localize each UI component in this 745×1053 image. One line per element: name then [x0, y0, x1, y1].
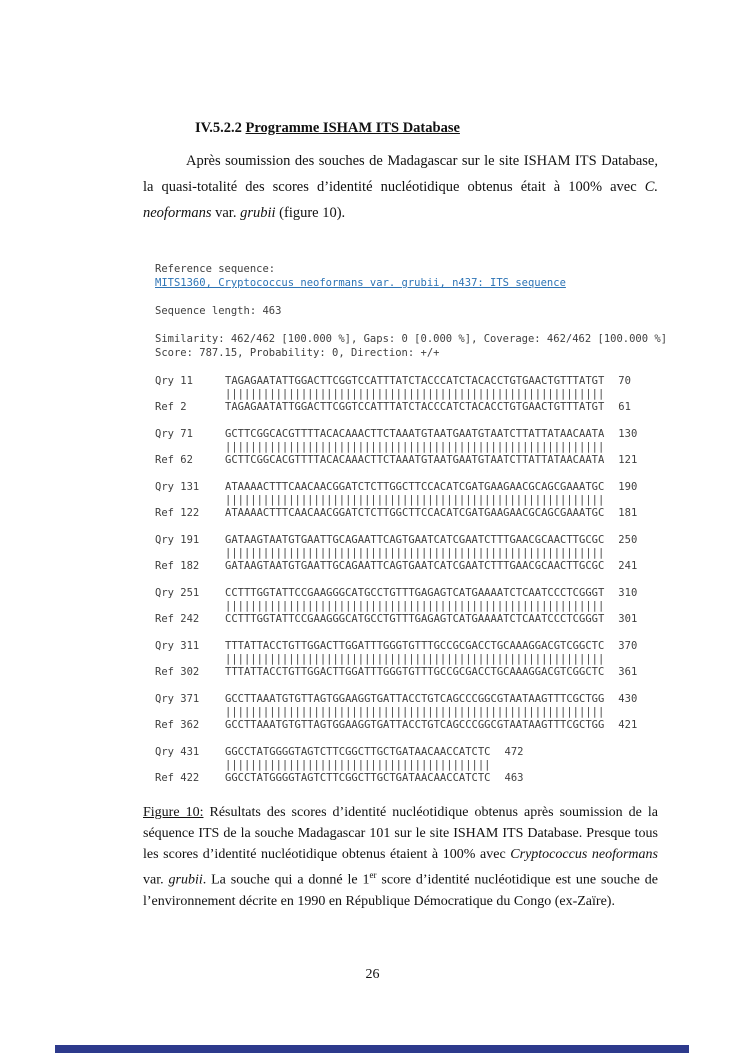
isham-result-output [155, 262, 668, 785]
figure-caption [143, 802, 658, 912]
query-line [155, 693, 658, 706]
reference-line [155, 772, 658, 785]
sequence-length-line: Sequence length: 463 [155, 305, 282, 317]
section-heading [195, 118, 658, 138]
alignment-block [155, 746, 658, 785]
reference-line [155, 454, 658, 467]
query-end-position: 310 [618, 587, 638, 599]
query-end-position: 190 [618, 481, 638, 493]
reference-sequence: CCTTTGGTATTCCGAAGGGCATGCCTGTTTGAGAGTCATGAAAATCTCAATCCCTCGGGT [225, 613, 605, 625]
query-end-position: 370 [618, 640, 638, 652]
query-sequence: TTTATTACCTGTTGGACTTGGATTTGGGTGTTTGCCGCGACCTGCAAAGGACGTCGGCTC [225, 640, 605, 652]
variety-italic: grubii [240, 205, 276, 221]
reference-label: Ref 62 [155, 454, 193, 466]
query-label: Qry 431 [155, 746, 200, 758]
reference-end-position: 241 [618, 560, 638, 572]
reference-label: Ref 2 [155, 401, 187, 413]
query-label: Qry 311 [155, 640, 200, 652]
reference-line [155, 666, 658, 679]
query-end-position: 70 [618, 375, 631, 387]
query-sequence: GCTTCGGCACGTTTTACACAAACTTCTAAATGTAATGAATGTAATCTTATTATAACAATA [225, 428, 605, 440]
query-line [155, 746, 658, 759]
caption-text-4: score d’identité nucléotidique est une souche de l’environnement décrite en 1990 en République Démocratique du Congo (ex-Zaïre). [143, 872, 659, 909]
match-line [155, 600, 658, 613]
reference-sequence: ATAAAACTTTCAACAACGGATCTCTTGGCTTCCACATCGATGAAGAACGCAGCGAAATGC [225, 507, 605, 519]
reference-end-position: 181 [618, 507, 638, 519]
query-end-position: 250 [618, 534, 638, 546]
match-line [155, 494, 658, 507]
match-line [155, 441, 658, 454]
match-line [155, 653, 658, 666]
alignment-block [155, 428, 658, 467]
reference-sequence: GCTTCGGCACGTTTTACACAAACTTCTAAATGTAATGAATGTAATCTTATTATAACAATA [225, 454, 605, 466]
intro-text-2: var. [211, 205, 241, 221]
reference-end-position: 121 [618, 454, 638, 466]
match-line [155, 706, 658, 719]
reference-end-position: 421 [618, 719, 638, 731]
reference-line [155, 560, 658, 573]
page-number: 26 [365, 967, 380, 982]
match-bars: |||||||||||||||||||||||||||||||||||||||||||||||||||||||||||| [225, 600, 605, 612]
query-sequence: TAGAGAATATTGGACTTCGGTCCATTTATCTACCCATCTACACCTGTGAACTGTTTATGT [225, 375, 605, 387]
query-sequence: GCCTTAAATGTGTTAGTGGAAGGTGATTACCTGTCAGCCCGGCGTAATAAGTTTCGCTGG [225, 693, 605, 705]
intro-text-3: (figure 10). [275, 205, 346, 221]
reference-link-line [155, 276, 658, 290]
reference-sequence-link[interactable]: MITS1360, Cryptococcus neoformans var. grubii, n437: ITS sequence [155, 277, 566, 289]
query-sequence: CCTTTGGTATTCCGAAGGGCATGCCTGTTTGAGAGTCATGAAAATCTCAATCCCTCGGGT [225, 587, 605, 599]
reference-label: Ref 182 [155, 560, 200, 572]
reference-sequence: TAGAGAATATTGGACTTCGGTCCATTTATCTACCCATCTACACCTGTGAACTGTTTATGT [225, 401, 605, 413]
query-label: Qry 191 [155, 534, 200, 546]
next-page-top-edge [55, 1045, 689, 1053]
query-line [155, 640, 658, 653]
alignment-blocks [155, 375, 658, 785]
reference-line [155, 401, 658, 414]
alignment-block [155, 587, 658, 626]
match-bars: |||||||||||||||||||||||||||||||||||||||||| [225, 759, 491, 771]
reference-sequence: GATAAGTAATGTGAATTGCAGAATTCAGTGAATCATCGAATCTTTGAACGCAACTTGCGC [225, 560, 605, 572]
section-number: IV.5.2.2 [195, 120, 242, 136]
match-line [155, 547, 658, 560]
alignment-block [155, 693, 658, 732]
query-sequence: GATAAGTAATGTGAATTGCAGAATTCAGTGAATCATCGAATCTTTGAACGCAACTTGCGC [225, 534, 605, 546]
figure-caption-label: Figure 10: [143, 805, 204, 820]
reference-label: Ref 362 [155, 719, 200, 731]
intro-paragraph [143, 148, 658, 226]
caption-variety-italic: grubii [168, 872, 203, 888]
query-label: Qry 371 [155, 693, 200, 705]
query-end-position: 472 [504, 746, 524, 758]
query-label: Qry 71 [155, 428, 193, 440]
alignment-block [155, 375, 658, 414]
query-line [155, 375, 658, 388]
alignment-block [155, 640, 658, 679]
match-line [155, 388, 658, 401]
query-line [155, 481, 658, 494]
reference-line [155, 507, 658, 520]
query-line [155, 534, 658, 547]
alignment-block [155, 534, 658, 573]
reference-label: Ref 122 [155, 507, 200, 519]
match-line [155, 759, 658, 772]
match-bars: |||||||||||||||||||||||||||||||||||||||||||||||||||||||||||| [225, 388, 605, 400]
query-label: Qry 131 [155, 481, 200, 493]
query-label: Qry 251 [155, 587, 200, 599]
caption-species-italic: Cryptococcus neoformans [510, 847, 658, 862]
species-abbrev-italic: C. neoformans [143, 179, 658, 221]
caption-text-3: . La souche qui a donné le 1 [202, 872, 370, 888]
similarity-line: Similarity: 462/462 [100.000 %], Gaps: 0 [0.000 %], Coverage: 462/462 [100.000 %] [155, 333, 668, 345]
query-end-position: 430 [618, 693, 638, 705]
reference-sequence: TTTATTACCTGTTGGACTTGGATTTGGGTGTTTGCCGCGACCTGCAAAGGACGTCGGCTC [225, 666, 605, 678]
reference-end-position: 301 [618, 613, 638, 625]
query-label: Qry 11 [155, 375, 193, 387]
reference-label: Ref 242 [155, 613, 200, 625]
caption-text-2: var. [143, 872, 169, 888]
query-end-position: 130 [618, 428, 638, 440]
reference-sequence-label: Reference sequence: [155, 263, 276, 275]
caption-superscript: er [369, 870, 377, 880]
query-line [155, 428, 658, 441]
query-sequence: ATAAAACTTTCAACAACGGATCTCTTGGCTTCCACATCGATGAAGAACGCAGCGAAATGC [225, 481, 605, 493]
section-title: Programme ISHAM ITS Database [245, 120, 460, 136]
reference-sequence: GCCTTAAATGTGTTAGTGGAAGGTGATTACCTGTCAGCCCGGCGTAATAAGTTTCGCTGG [225, 719, 605, 731]
match-bars: |||||||||||||||||||||||||||||||||||||||||||||||||||||||||||| [225, 494, 605, 506]
match-bars: |||||||||||||||||||||||||||||||||||||||||||||||||||||||||||| [225, 441, 605, 453]
reference-end-position: 361 [618, 666, 638, 678]
match-bars: |||||||||||||||||||||||||||||||||||||||||||||||||||||||||||| [225, 706, 605, 718]
reference-label: Ref 422 [155, 772, 200, 784]
caption-text-1: Résultats des scores d’identité nucléotidique obtenus après soumission de la séquence ITS de la souche Madagascar 101 sur le site ISHAM ITS Database. Presque tous les scores d’identité nucléotidique obtenus étaient à 100% avec [143, 805, 658, 862]
reference-line [155, 719, 658, 732]
alignment-block [155, 481, 658, 520]
match-bars: |||||||||||||||||||||||||||||||||||||||||||||||||||||||||||| [225, 653, 605, 665]
reference-sequence: GGCCTATGGGGTAGTCTTCGGCTTGCTGATAACAACCATCTC [225, 772, 491, 784]
query-line [155, 587, 658, 600]
reference-end-position: 463 [504, 772, 524, 784]
match-bars: |||||||||||||||||||||||||||||||||||||||||||||||||||||||||||| [225, 547, 605, 559]
query-sequence: GGCCTATGGGGTAGTCTTCGGCTTGCTGATAACAACCATCTC [225, 746, 491, 758]
score-line: Score: 787.15, Probability: 0, Direction: +/+ [155, 347, 440, 359]
reference-end-position: 61 [618, 401, 631, 413]
intro-text-1: Après soumission des souches de Madagascar sur le site ISHAM ITS Database, la quasi-totalité des scores d’identité nucléotidique obtenus était à 100% avec [143, 153, 658, 195]
reference-label: Ref 302 [155, 666, 200, 678]
reference-line [155, 613, 658, 626]
